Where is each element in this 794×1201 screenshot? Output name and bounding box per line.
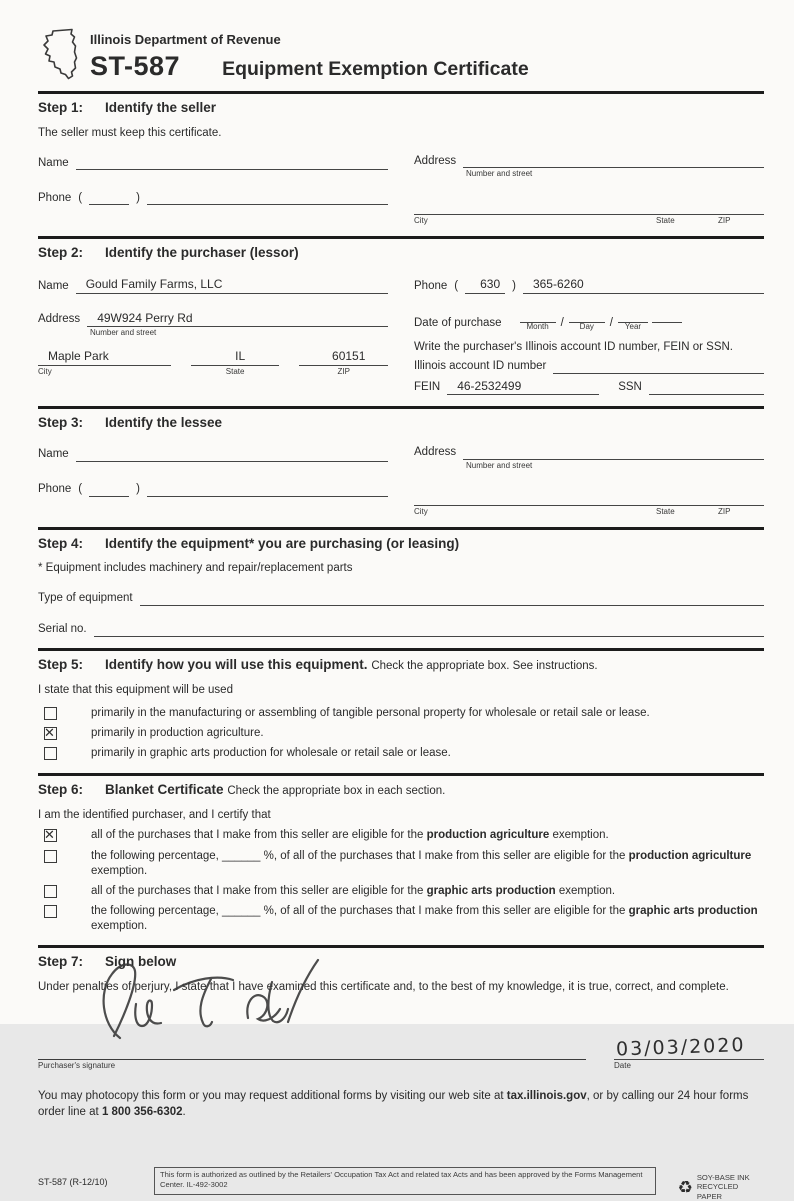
perjury-statement: Under penalties of perjury, I state that I have examined this certificate and, to the best of my knowledge, it is true, correct, and complete. — [38, 981, 729, 994]
account-id-instruction: Write the purchaser's Illinois account ID number, FEIN or SSN. — [414, 340, 733, 353]
seller-city-label: City — [414, 216, 428, 226]
lessee-city-label: City — [414, 506, 428, 516]
seller-state-label: State — [656, 216, 675, 226]
lessee-address-field[interactable] — [463, 445, 764, 460]
step2-heading — [38, 244, 764, 262]
step7-title: Sign below — [105, 954, 177, 970]
recycle-block — [678, 1173, 764, 1201]
lessee-name-label: Name — [38, 447, 69, 460]
step7-section — [38, 945, 764, 1069]
purchaser-zip-field[interactable]: 60151 — [299, 349, 388, 366]
form-number: ST-587 — [90, 50, 181, 81]
purchaser-signature-label: Purchaser's signature — [38, 1060, 116, 1070]
purchase-year-field[interactable] — [618, 308, 648, 323]
lessee-phone-number-field[interactable] — [147, 482, 388, 497]
date-separator: / — [560, 316, 564, 329]
step1-note: The seller must keep this certificate. — [38, 126, 222, 139]
step6-heading — [38, 781, 764, 799]
step1-number: Step 1: — [38, 99, 84, 115]
manufacturing-checkbox[interactable] — [44, 707, 57, 720]
graphic-arts-option-label: primarily in graphic arts production for wholesale or retail sale or lease. — [91, 747, 451, 760]
step5-number: Step 5: — [38, 657, 84, 673]
serial-no-field[interactable] — [94, 622, 764, 637]
recycle-icon: ♻ — [677, 1177, 693, 1197]
year-label: Year — [624, 321, 642, 331]
seller-name-field[interactable] — [76, 155, 388, 170]
lessee-zip-label: ZIP — [718, 506, 731, 516]
fein-field[interactable]: 46-2532499 — [447, 379, 599, 396]
account-id-label: Illinois account ID number — [414, 359, 547, 372]
manufacturing-option-label: primarily in the manufacturing or assembling of tangible personal property for wholesale or retail sale or lease. — [91, 707, 650, 720]
order-line-phone: 1 800 356-6302 — [101, 1106, 183, 1119]
lessee-phone-label: Phone — [38, 482, 72, 495]
blanket-all-graphic-arts-label: all of the purchases that I make from this seller are eligible for the graphic arts production exemption. — [91, 884, 616, 897]
step6-option-row — [38, 849, 764, 879]
purchaser-zip-label: ZIP — [337, 366, 350, 376]
purchaser-phone-number-field[interactable]: 365-6260 — [523, 277, 764, 294]
form-title: Equipment Exemption Certificate — [222, 57, 529, 80]
form-code: ST-587 (R-12/10) — [38, 1176, 108, 1187]
type-of-equipment-label: Type of equipment — [38, 592, 133, 605]
photocopy-text: You may photocopy this form or you may request additional forms by visiting our web site at — [38, 1089, 507, 1102]
step6-option-row — [38, 904, 764, 934]
paren-open: ( — [78, 191, 83, 204]
photocopy-text: , or by calling our 24 hour forms order line at — [38, 1089, 749, 1119]
purchaser-number-street-label: Number and street — [90, 328, 157, 338]
agency-name: Illinois Department of Revenue — [90, 32, 281, 47]
paren-close: ) — [136, 482, 140, 495]
lessee-name-field[interactable] — [76, 447, 388, 462]
lessee-address-label: Address — [414, 445, 457, 458]
seller-name-label: Name — [38, 156, 69, 169]
production-agriculture-checkbox[interactable] — [44, 727, 57, 740]
step5-heading-note: Check the appropriate box. See instructions. — [371, 660, 598, 673]
step6-option-row — [38, 828, 764, 843]
paren-open: ( — [78, 482, 83, 495]
website-text: tax.illinois.gov — [506, 1089, 587, 1102]
step2-number: Step 2: — [38, 245, 84, 261]
photocopy-text: . — [182, 1106, 186, 1119]
step2-title: Identify the purchaser (lessor) — [105, 245, 299, 261]
paren-open: ( — [454, 279, 459, 292]
seller-city-state-zip-field[interactable] — [414, 200, 764, 215]
type-of-equipment-field[interactable] — [140, 591, 764, 606]
purchaser-city-field[interactable]: Maple Park — [38, 349, 171, 366]
step3-number: Step 3: — [38, 415, 84, 431]
blanket-percentage-agriculture-checkbox[interactable] — [44, 850, 57, 863]
purchaser-address-field[interactable]: 49W924 Perry Rd — [87, 311, 388, 328]
purchaser-phone-area-field[interactable]: 630 — [465, 277, 505, 294]
step6-option-row — [38, 884, 764, 899]
production-agriculture-option-label: primarily in production agriculture. — [91, 727, 264, 740]
seller-address-field[interactable] — [463, 153, 764, 168]
lessee-state-label: State — [656, 506, 675, 516]
seller-phone-label: Phone — [38, 191, 72, 204]
purchase-day-field[interactable] — [569, 308, 605, 323]
purchaser-city-label: City — [38, 366, 52, 376]
step5-intro: I state that this equipment will be used — [38, 684, 233, 697]
step5-option-row — [38, 726, 764, 741]
graphic-arts-checkbox[interactable] — [44, 747, 57, 760]
ssn-label: SSN — [618, 381, 642, 394]
step1-title: Identify the seller — [105, 99, 217, 115]
date-label: Date — [614, 1060, 631, 1070]
step4-heading — [38, 535, 764, 553]
photocopy-instructions — [38, 1088, 764, 1121]
seller-zip-label: ZIP — [718, 216, 731, 226]
step6-heading-note: Check the appropriate box in each section. — [227, 784, 446, 797]
lessee-phone-area-field[interactable] — [89, 482, 129, 497]
purchase-year-field-2[interactable] — [652, 308, 682, 323]
equipment-note: * Equipment includes machinery and repair/replacement parts — [38, 562, 353, 575]
step2-section — [38, 236, 764, 395]
fein-label: FEIN — [414, 381, 441, 394]
blanket-percentage-graphic-arts-label: the following percentage, ______ %, of all of the purchases that I make from this seller are eligible for the graphic arts production exemption. — [91, 905, 758, 933]
recycled-paper-text: RECYCLED PAPER — [696, 1182, 739, 1201]
blanket-all-agriculture-checkbox[interactable] — [44, 829, 57, 842]
purchaser-state-label: State — [225, 366, 245, 376]
step4-number: Step 4: — [38, 535, 84, 551]
lessee-number-street-label: Number and street — [466, 460, 533, 470]
purchaser-phone-label: Phone — [414, 279, 448, 292]
date-separator: / — [609, 316, 613, 329]
step1-section — [38, 91, 764, 225]
purchaser-signature-field[interactable] — [38, 1045, 586, 1060]
serial-no-label: Serial no. — [38, 623, 87, 636]
step5-section — [38, 648, 764, 761]
account-id-field[interactable] — [553, 359, 764, 374]
step3-title: Identify the lessee — [105, 415, 223, 431]
step1-heading — [38, 99, 764, 117]
step6-title: Blanket Certificate — [105, 781, 224, 797]
form-footer — [38, 1167, 764, 1201]
step7-number: Step 7: — [38, 954, 84, 970]
authorization-box: This form is authorized as outlined by the Retailers' Occupation Tax Act and related tax Acts and has been approved by the Forms Management Center. IL-492-3002 — [154, 1167, 656, 1196]
paren-close: ) — [512, 279, 516, 292]
step6-number: Step 6: — [38, 781, 84, 797]
month-label: Month — [526, 321, 549, 331]
blanket-percentage-graphic-arts-checkbox[interactable] — [44, 905, 57, 918]
seller-phone-area-field[interactable] — [89, 190, 129, 205]
seller-phone-number-field[interactable] — [147, 190, 388, 205]
step3-heading — [38, 414, 764, 432]
soy-ink-text: SOY-BASE INK — [696, 1172, 750, 1182]
blanket-percentage-agriculture-label: the following percentage, ______ %, of all of the purchases that I make from this seller are eligible for the production agriculture exemption. — [91, 849, 752, 877]
day-label: Day — [579, 321, 594, 331]
lessee-city-state-zip-field[interactable] — [414, 491, 764, 506]
step6-intro: I am the identified purchaser, and I certify that — [38, 808, 271, 821]
step5-heading — [38, 656, 764, 674]
signature-date-value[interactable]: 03/03/2020 — [615, 1033, 746, 1061]
step7-heading — [38, 953, 764, 971]
form-header — [38, 28, 764, 84]
step3-section — [38, 406, 764, 516]
purchaser-address-label: Address — [38, 313, 81, 326]
step4-section — [38, 527, 764, 637]
blanket-all-graphic-arts-checkbox[interactable] — [44, 885, 57, 898]
date-of-purchase-label: Date of purchase — [414, 316, 502, 329]
blanket-all-agriculture-label: all of the purchases that I make from this seller are eligible for the production agriculture exemption. — [91, 829, 609, 842]
step5-title: Identify how you will use this equipment. — [105, 657, 368, 673]
step6-section — [38, 773, 764, 935]
seller-number-street-label: Number and street — [466, 169, 533, 179]
purchaser-name-label: Name — [38, 279, 69, 292]
seller-address-label: Address — [414, 154, 457, 167]
paren-close: ) — [136, 191, 140, 204]
purchaser-name-field[interactable]: Gould Family Farms, LLC — [76, 277, 388, 294]
step5-option-row — [38, 746, 764, 761]
purchaser-state-field[interactable]: IL — [191, 349, 280, 366]
step4-title: Identify the equipment* you are purchasing (or leasing) — [105, 535, 460, 551]
ssn-field[interactable] — [649, 380, 764, 395]
purchase-month-field[interactable] — [520, 308, 556, 323]
illinois-state-outline-icon — [38, 28, 80, 80]
step5-option-row — [38, 706, 764, 721]
